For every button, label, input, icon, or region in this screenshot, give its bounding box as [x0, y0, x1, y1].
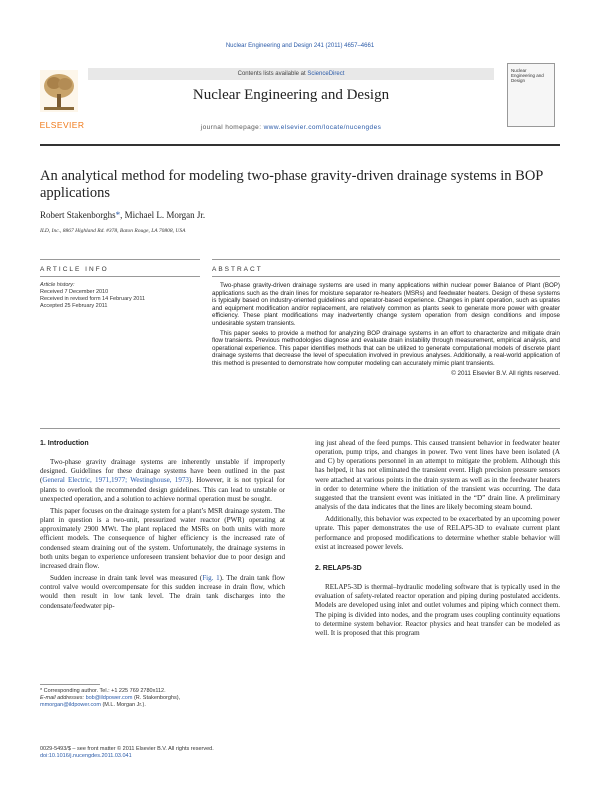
contents-banner [88, 68, 494, 80]
doi-link[interactable]: doi:10.1016/j.nucengdes.2011.03.041 [40, 753, 132, 759]
abstract-paragraph: This paper seeks to provide a method for analyzing BOP drainage systems in an effort to characterize and mitigate drain flow transients. Previous methodologies diagnose and evaluate drain instability through measurement, empirical analysis, and operational experience. This paper identifies methods that can be utilized to generate computational models of discrete plant drainage systems that decrease the level of speculation involved in previous analyses. Additionally, a real-world application of this method is presented to demonstrate how computer modeling can accurately mimic plant transients. [212, 329, 560, 367]
header-divider [40, 144, 560, 146]
homepage-label: journal homepage: [200, 124, 262, 131]
footnote-emails-2 [40, 702, 285, 709]
page-footer [40, 746, 300, 760]
body-paragraph: This paper focuses on the drainage system for a plant’s MSR drainage system. The plant in question is a two-unit, pressurized water reactor (PWR) operating at approximately 2900 MWt. The plant replaced the MSRs on both units with more efficient models. The consequence of higher efficiency is the increased rate of condensed steam draining out of the system. Unfortunately, the drainage systems in both units began to experience unforeseen transient behavior due to poor design and increased drain flow. [40, 506, 285, 570]
journal-title: Nuclear Engineering and Design [192, 87, 390, 103]
received-date: Received 7 December 2010 [40, 289, 109, 295]
affiliation: ILD, Inc., 8867 Highland Rd. #378, Baton Rouge, LA 70808, USA [40, 228, 186, 234]
copyright-notice: © 2011 Elsevier B.V. All rights reserved. [451, 369, 560, 377]
corresponding-author-marker[interactable]: * [115, 210, 121, 220]
body-left-column [40, 439, 285, 614]
email-label: E-mail addresses: [40, 695, 85, 701]
contents-prefix: Contents lists available at [237, 71, 306, 77]
footnote-emails [40, 695, 285, 702]
abstract-bottom-rule [40, 428, 560, 429]
body-right-column [315, 439, 560, 641]
body-text: ). The drain tank flow control valve would overcompensate for this sudden increase in drain flow, which would then result in low tank level. The drain tank discharges into the condensate/feedwater pip- [40, 574, 286, 610]
body-paragraph: Additionally, this behavior was expected to be exacerbated by an upcoming power uprate. This paper demonstrates the use of RELAP5-3D to evaluate current plant performance and proposed modifications to determine whether stable behavior will exist at increased power levels. [315, 515, 560, 551]
abstract-paragraph: Two-phase gravity-driven drainage systems are used in many applications within nuclear power Balance of Plant (BOP) applications such as the drain lines for moisture separator re-heaters (MSRs) and feedwater heaters. Design of these systems is typically based on industry-oriented guidelines and operator-based experience. Changes in plant operation, such as uprates and equipment modification and/or replacement, are relatively common as plants seek to generate more power with greater efficiency. These plant modifications may inadvertently change system operation from design conditions and impose undesirable system transients. [212, 282, 560, 327]
section-heading-introduction: 1. Introduction [40, 440, 89, 447]
author-2[interactable]: , Michael L. Morgan Jr. [120, 210, 206, 220]
history-label: Article history: [40, 282, 75, 288]
body-paragraph [40, 458, 285, 504]
abstract-rule-2 [212, 276, 560, 277]
elsevier-tree-logo [40, 70, 78, 112]
email-link-2[interactable]: mmorgan@ildpower.com [40, 702, 101, 708]
figure-link[interactable]: Fig. 1 [202, 574, 220, 583]
author-list [40, 210, 560, 220]
issn-line: 0029-5493/$ – see front matter © 2011 Elsevier B.V. All rights reserved. [40, 746, 214, 752]
abstract-text [212, 282, 560, 379]
body-text: ). However, it is not typical for plants to overlook the recommended design guidelines. This can lead to unstable or unexpected operation, and a solution to achieve normal operation must be sought. [40, 476, 286, 503]
footnote [40, 688, 285, 709]
article-info-heading: ARTICLE INFO [40, 266, 109, 273]
journal-citation[interactable]: Nuclear Engineering and Design 241 (2011) 4657–4661 [225, 43, 375, 49]
cover-title: Nuclear Engineering and Design [511, 68, 544, 83]
email-link-1[interactable]: bob@ildpower.com [85, 695, 133, 701]
article-info-rule [40, 259, 200, 260]
abstract-rule [212, 259, 560, 260]
accepted-date: Accepted 25 February 2011 [40, 303, 108, 309]
publisher-name: ELSEVIER [39, 120, 85, 130]
body-paragraph: ing just ahead of the feed pumps. This caused transient behavior in feedwater heater operation, pump trips, and changes in power. Two vent lines have been isolated (A and C) by operations personnel in an attempt to mitigate the problem. Although this has helped, it has not eliminated the transient event. High precision pressure sensors were attached at various points in the drain system as well as in the feedwater heaters in order to determine where the initiation of the transient was occurring. The data suggested that the transient event was initiated in the “D” drain line. A preliminary analysis of the data indicates that the lines are likely becoming steam bound. [315, 439, 560, 512]
abstract-heading: ABSTRACT [212, 266, 263, 273]
footnote-corresponding: * Corresponding author. Tel.: +1 225 769 2780x112. [40, 688, 166, 694]
section-heading-relap5: 2. RELAP5-3D [315, 564, 362, 572]
email-owner-1: (R. Stakenborghs), [132, 695, 181, 701]
footnote-rule [40, 684, 100, 685]
journal-cover-thumbnail [507, 63, 555, 127]
email-owner-2: (M.L. Morgan Jr.). [100, 702, 146, 708]
revised-date: Received in revised form 14 February 2011 [40, 296, 146, 302]
homepage-link[interactable]: www.elsevier.com/locate/nucengdes [263, 124, 382, 131]
body-paragraph [40, 574, 285, 611]
sciencedirect-link[interactable]: ScienceDirect [307, 71, 345, 77]
journal-homepage [88, 124, 494, 131]
body-text: Sudden increase in drain tank level was measured ( [50, 574, 203, 583]
reference-link[interactable]: General Electric, 1971,1977; Westinghouse, 1973 [42, 476, 189, 485]
article-info-rule-2 [40, 276, 200, 277]
article-history [40, 282, 200, 310]
article-title: An analytical method for modeling two-phase gravity-driven drainage systems in BOP applications [40, 168, 543, 201]
author-1[interactable]: Robert Stakenborghs [40, 210, 116, 220]
body-paragraph: RELAP5-3D is thermal–hydraulic modeling software that is typically used in the evaluation of safety-related reactor operation and piping during postulated accidents. Models are developed using inlet and outlet volumes and piping which connect them. The piping is divided into nodes, and the program uses coupling continuity equations to determine system behavior. Reactor physics and heat transfer can be modeled as well. It is proposed that this program [315, 583, 560, 637]
body-text: Two-phase gravity drainage systems are inherently unstable if improperly designed. Guidelines for these drainage systems have been outlined in the past ( [40, 458, 285, 485]
